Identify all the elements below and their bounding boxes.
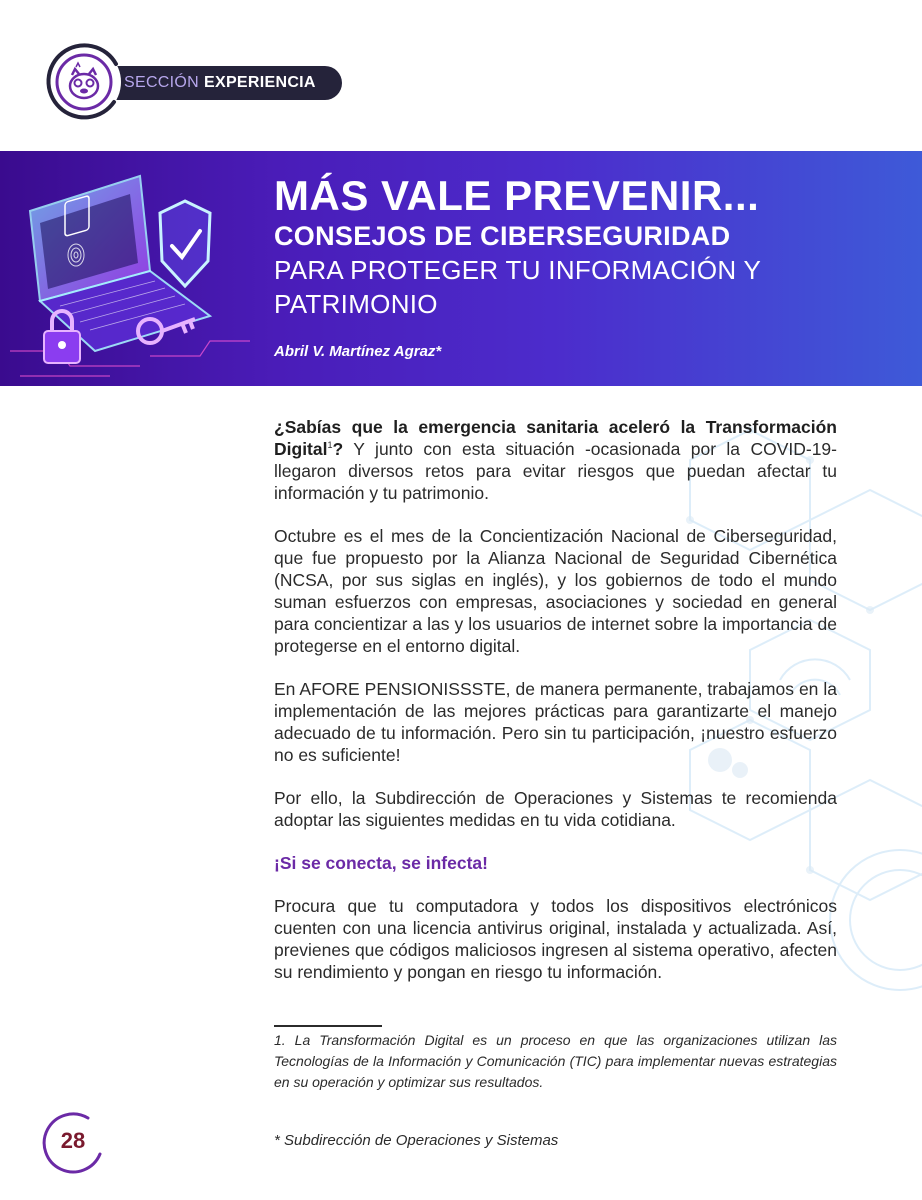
author-name: Abril V. Martínez Agraz* (274, 343, 442, 360)
subheading: ¡Si se conecta, se infecta! (274, 853, 488, 873)
section-label-light: SECCIÓN (124, 74, 199, 91)
lead-question: ¿Sabías que la emergencia sanitaria aceleró la Transformación Digital (274, 417, 837, 459)
paragraph-4: Por ello, la Subdirección de Operaciones y Sistemas te recomienda adoptar las siguientes medidas en tu vida cotidiana. (274, 788, 837, 830)
article-subtitle-rest: PARA PROTEGER TU INFORMACIÓN Y PATRIMONIO (274, 255, 761, 319)
banner-text (274, 173, 904, 360)
article-subtitle: CONSEJOS DE CIBERSEGURIDAD (274, 221, 731, 251)
lead-question-end: ? (332, 439, 344, 459)
section-label-bold: EXPERIENCIA (204, 74, 316, 91)
paragraph-3: En AFORE PENSIONISSSTE, de manera permanente, trabajamos en la implementación de las mejores prácticas para garantizarte el manejo adecuado de tu información. Pero sin tu participación, ¡nuestro esfuerzo no es suficiente! (274, 679, 837, 765)
shield-check-icon (160, 201, 210, 286)
paragraph-2: Octubre es el mes de la Concientización Nacional de Ciberseguridad, que fue propuesto por la Alianza Nacional de Seguridad Cibernética (NCSA, por sus siglas en inglés), y los gobiernos de todo el mundo suman esfuerzos con empresas, asociaciones y sociedad en general para concientizar a las y los usuarios de internet sobre la importancia de protegerse en el entorno digital. (274, 526, 837, 656)
paragraph-1 (274, 416, 837, 504)
paragraph-5: Procura que tu computadora y todos los dispositivos electrónicos cuenten con una licencia antivirus original, instalada y actualizada. Así, previenes que códigos maliciosos ingresen al sistema operativo, afecten su rendimiento y pongan en riesgo tu información. (274, 896, 837, 982)
footnote: 1. La Transformación Digital es un proceso en que las organizaciones utilizan las Tecnologías de la Información y Comunicación (TIC) para implementar nuevas estrategias en su operación y optimizar sus resultados. (274, 1032, 837, 1090)
article-body (274, 416, 837, 1004)
laptop-fingerprint-icon (0, 151, 260, 386)
footnote-divider (274, 1025, 382, 1027)
author-affiliation: * Subdirección de Operaciones y Sistemas (274, 1132, 559, 1149)
header-banner (0, 151, 922, 386)
mascot-logo-icon (44, 42, 124, 122)
page-number: 28 (60, 1128, 86, 1153)
article-title: MÁS VALE PREVENIR... (274, 172, 760, 219)
section-tab (104, 66, 342, 100)
footnote-ref: 1 (327, 440, 333, 451)
paragraph-1-rest: Y junto con esta situación -ocasionada por la COVID-19- llegaron diversos retos para evitar riesgos que puedan afectar tu información y tu patrimonio. (274, 439, 837, 503)
